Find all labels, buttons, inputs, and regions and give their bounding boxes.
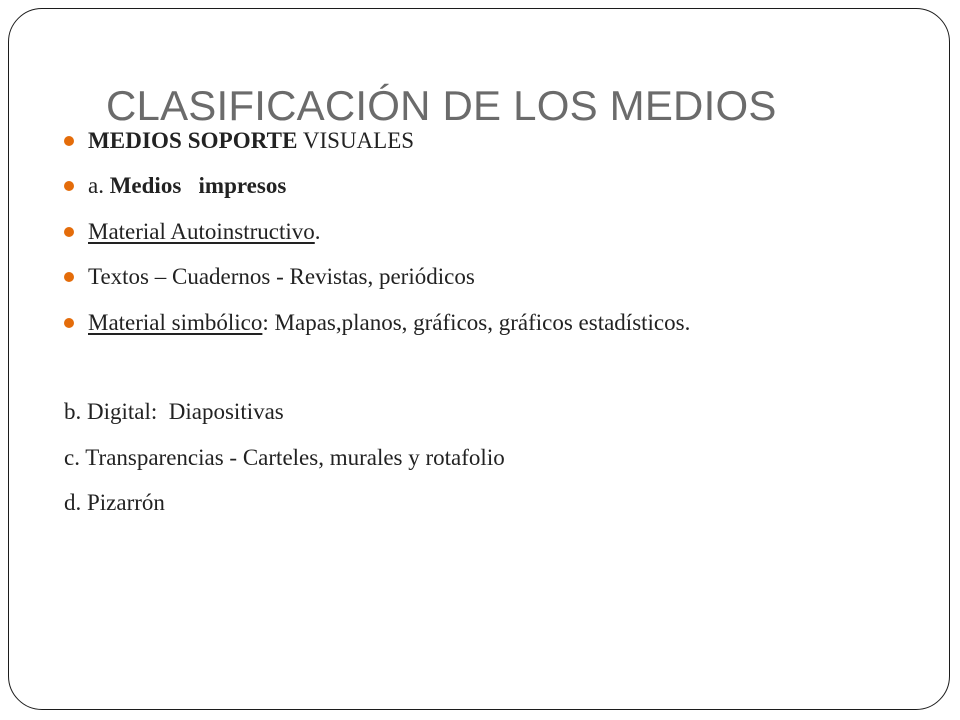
bullet-dot-icon <box>64 272 74 282</box>
bullet-dot-icon <box>64 181 74 191</box>
bullet-dot-icon <box>64 136 74 146</box>
bullet-underlined-text: Material simbólico <box>88 309 263 335</box>
bullet-text: : Mapas,planos, gráficos, gráficos estadísticos. <box>262 309 691 335</box>
bullet-bold-text: impresos <box>198 173 287 199</box>
line-transparencias: c. Transparencias - Carteles, murales y rotafolio <box>64 444 505 470</box>
bullet-text: VISUALES <box>297 128 415 153</box>
bullet-bold-text: Medios <box>109 173 182 199</box>
bullet-text: Textos – Cuadernos - Revistas, periódicos <box>88 264 475 290</box>
bullet-bold-text: MEDIOS SOPORTE <box>88 128 298 153</box>
bullet-dot-icon <box>64 318 74 328</box>
bullet-prefix: a. <box>88 173 110 199</box>
line-digital: b. Digital: Diapositivas <box>64 399 284 424</box>
plain-lines <box>64 397 505 534</box>
bullet-item-textos <box>64 262 690 307</box>
bullet-underlined-text: Material Autoinstructivo <box>88 218 315 244</box>
bullet-dot-icon <box>64 227 74 237</box>
bullet-item-material-autoinstructivo <box>64 217 690 262</box>
bullet-item-medios-impresos <box>64 171 690 216</box>
bullet-spacer <box>181 173 198 198</box>
bullet-list <box>64 126 690 353</box>
bullet-item-material-simbolico <box>64 308 690 353</box>
bullet-item-medios-soporte <box>64 126 690 171</box>
bullet-text: . <box>314 218 321 244</box>
slide-title: CLASIFICACIÓN DE LOS MEDIOS <box>106 82 777 129</box>
line-pizarron: d. Pizarrón <box>64 490 165 516</box>
